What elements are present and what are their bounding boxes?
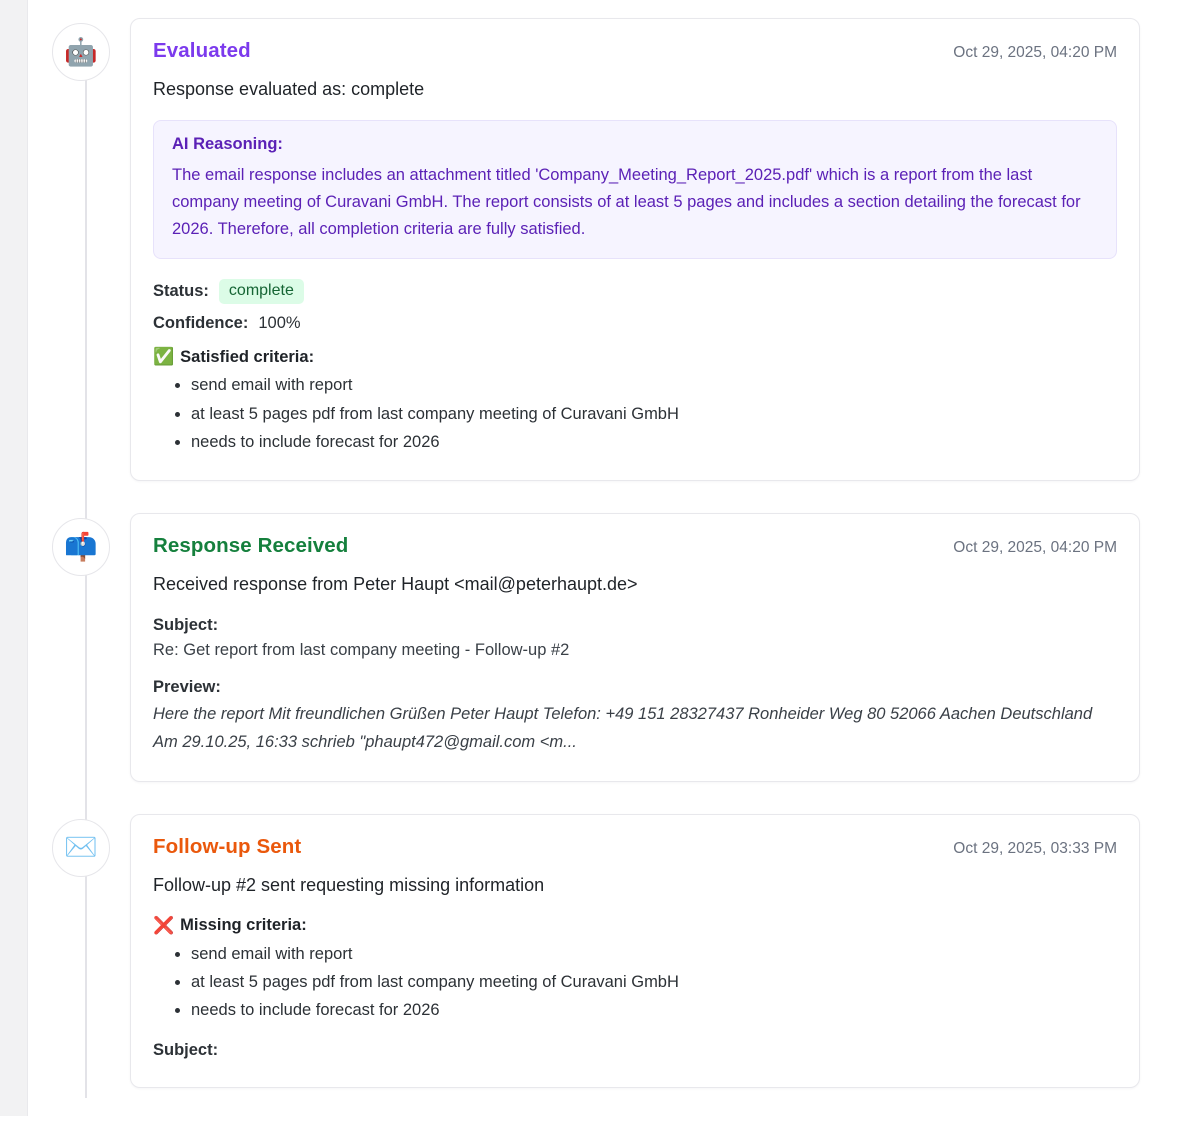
subject-value: Re: Get report from last company meeting - Follow-up #2 xyxy=(153,640,570,659)
satisfied-criteria-heading xyxy=(153,347,1117,367)
preview-label: Preview: xyxy=(153,678,221,697)
missing-criteria-heading xyxy=(153,916,1117,936)
envelope-icon xyxy=(52,819,110,877)
confidence-row xyxy=(153,314,1117,333)
list-item: • needs to include forecast for 2026 xyxy=(191,428,1117,456)
followup-subject-label: Subject: xyxy=(153,1040,219,1059)
check-mark-icon: ✅ xyxy=(153,347,175,367)
confidence-label: Confidence: xyxy=(153,314,249,333)
bottom-edge xyxy=(0,1116,1200,1130)
followup-sent-timestamp: Oct 29, 2025, 03:33 PM xyxy=(953,839,1117,857)
followup-sent-summary: Follow-up #2 sent requesting missing information xyxy=(153,874,545,895)
followup-sent-card-header xyxy=(153,835,1117,859)
ai-reasoning-panel xyxy=(153,120,1117,259)
satisfied-criteria-list xyxy=(153,371,1117,456)
satisfied-criteria-label: Satisfied criteria: xyxy=(180,347,315,366)
missing-criteria-label: Missing criteria: xyxy=(180,916,307,935)
response-received-card xyxy=(130,513,1140,781)
missing-criteria-list xyxy=(153,940,1117,1025)
status-badge: complete xyxy=(219,279,304,304)
list-item: • at least 5 pages pdf from last company meeting of Curavani GmbH xyxy=(191,400,1117,428)
evaluated-card-header xyxy=(153,39,1117,63)
timeline-entry-evaluated xyxy=(52,18,1140,481)
evaluated-card xyxy=(130,18,1140,481)
mailbox-icon-glyph: 📫 xyxy=(64,531,98,562)
list-item: • send email with report xyxy=(191,940,1117,968)
envelope-icon-glyph: ✉️ xyxy=(64,832,98,862)
cross-mark-icon: ❌ xyxy=(153,915,175,935)
evaluated-summary: Response evaluated as: complete xyxy=(153,79,425,99)
response-received-title: Response Received xyxy=(153,534,349,558)
subject-label: Subject: xyxy=(153,615,219,634)
ai-reasoning-text: The email response includes an attachment titled 'Company_Meeting_Report_2025.pdf' which is a report from the last company meeting of Curavani GmbH. The report consists of at least 5 pages and includes a section detailing the forecast for 2026. Therefore, all completion criteria are fully satisfied. xyxy=(172,166,1081,238)
list-item: • at least 5 pages pdf from last company meeting of Curavani GmbH xyxy=(191,968,1117,996)
confidence-value: 100% xyxy=(258,314,301,333)
response-received-summary: Received response from Peter Haupt <mail@peterhaupt.de> xyxy=(153,574,638,595)
followup-sent-title: Follow-up Sent xyxy=(153,834,302,858)
list-item: • send email with report xyxy=(191,371,1117,399)
status-row xyxy=(153,279,1117,304)
preview-value: Here the report Mit freundlichen Grüßen Peter Haupt Telefon: +49 151 28327437 Ronheider Weg 80 52066 Aachen Deutschland Am 29.10.25, 16:33 schrieb "phaupt472@gmail.com <m... xyxy=(153,705,1093,752)
status-label: Status: xyxy=(153,282,209,301)
response-received-timestamp: Oct 29, 2025, 04:20 PM xyxy=(953,539,1117,557)
evaluated-title: Evaluated xyxy=(153,39,251,62)
timeline-entry-followup-sent xyxy=(52,814,1140,1088)
evaluated-timestamp: Oct 29, 2025, 04:20 PM xyxy=(953,44,1117,61)
mailbox-icon xyxy=(52,518,110,576)
robot-icon xyxy=(52,23,110,81)
ai-reasoning-label: AI Reasoning: xyxy=(172,135,283,154)
response-received-card-header xyxy=(153,534,1117,558)
robot-icon-glyph: 🤖 xyxy=(64,36,98,67)
followup-sent-card xyxy=(130,814,1140,1088)
list-item: • needs to include forecast for 2026 xyxy=(191,996,1117,1024)
timeline-entry-response-received xyxy=(52,513,1140,781)
